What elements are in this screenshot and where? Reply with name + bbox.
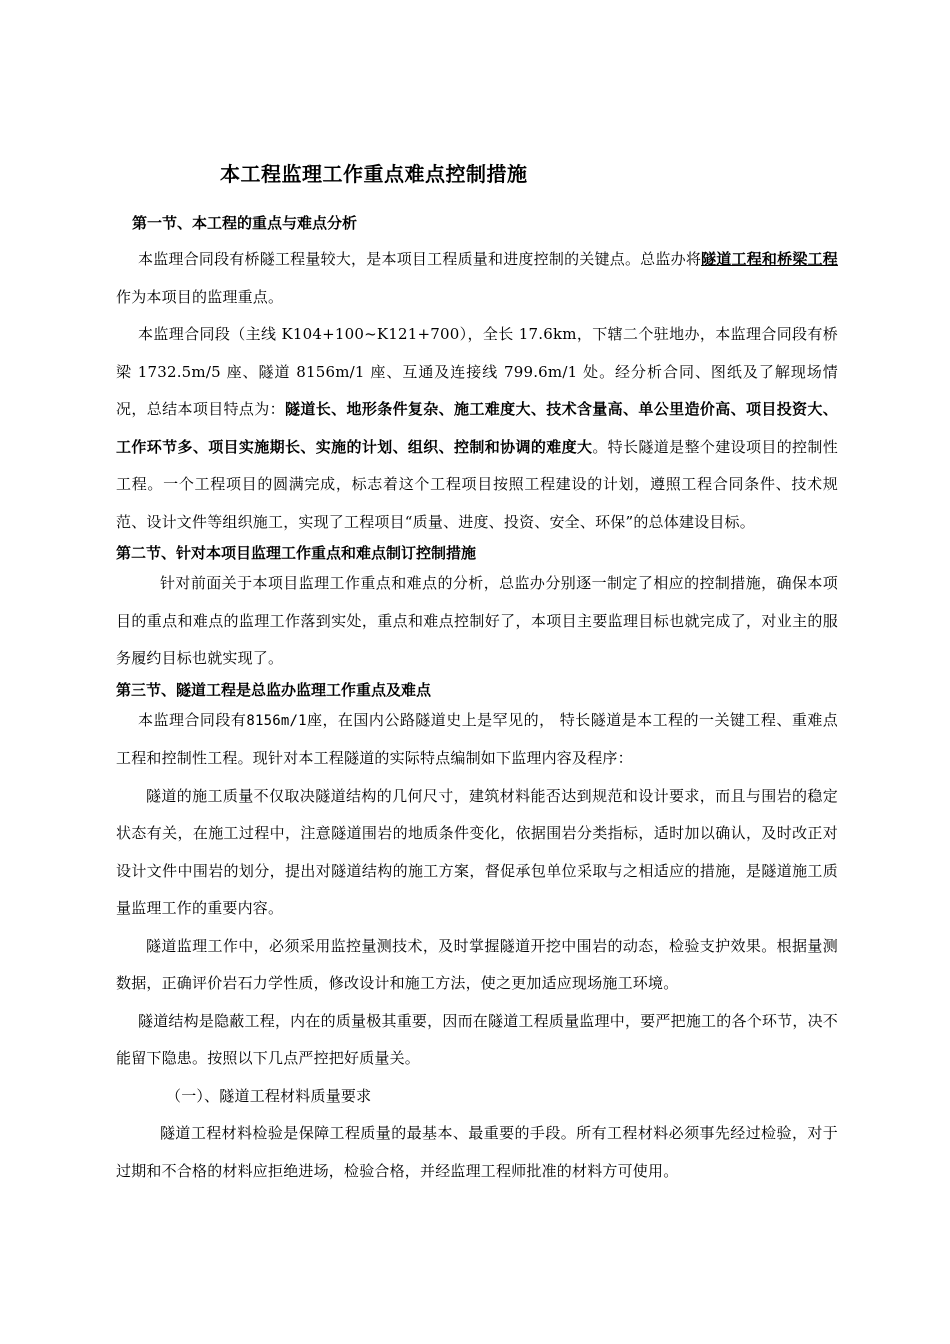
document-body <box>116 211 838 1190</box>
section-1-paragraph-1 <box>116 241 838 316</box>
section-1-heading: 第一节、本工程的重点与难点分析 <box>132 214 358 232</box>
document-title: 本工程监理工作重点难点控制措施 <box>220 162 528 186</box>
section-1-paragraph-2-text-a: 本监理合同段（主线 K104+100~K121+700），全长 17.6km，下辖二个驻地办，本监理合同段有桥梁 1732.5m/5 座、隧道 8156m/1 座、互通及连接线 799.6m/1 处。经分析合同、图纸及了解现场情况，总结本项目特点为： <box>116 325 838 418</box>
section-3-paragraph-2: 隧道的施工质量不仅取决隧道结构的几何尺寸，建筑材料能否达到规范和设计要求，而且与围岩的稳定状态有关，在施工过程中，注意隧道围岩的地质条件变化，依据围岩分类指标，适时加以确认，及时改正对设计文件中围岩的划分，提出对隧道结构的施工方案，督促承包单位采取与之相适应的措施，是隧道施工质量监理工作的重要内容。 <box>116 786 838 917</box>
section-1-paragraph-1-text-b: 作为本项目的监理重点。 <box>116 287 284 306</box>
project-characteristics-emphasis: 隧道长、地形条件复杂、施工难度大、技术含量高、单公里造价高、项目投资大、工作环节多、项目实施期长、实施的计划、组织、控制和协调的难度大 <box>116 400 838 456</box>
section-3-paragraph-1-text-b: 座，在国内公路隧道史上是罕见的， 特长隧道是本工程的一关键工程、重难点工程和控制性工程。现针对本工程隧道的实际特点编制如下监理内容及程序： <box>116 710 838 767</box>
section-3-paragraph-5: 隧道工程材料检验是保障工程质量的最基本、最重要的手段。所有工程材料必须事先经过检验，对于过期和不合格的材料应拒绝进场，检验合格，并经监理工程师批准的材料方可使用。 <box>116 1124 838 1180</box>
section-2-paragraph-1: 针对前面关于本项目监理工作重点和难点的分析，总监办分别逐一制定了相应的控制措施，确保本项目的重点和难点的监理工作落到实处，重点和难点控制好了，本项目主要监理目标也就完成了，对业主的服务履约目标也就实现了。 <box>116 574 838 667</box>
key-focus-emphasis: 隧道工程和桥梁工程 <box>701 250 838 268</box>
section-3-paragraph-1-text-a: 本监理合同段有 <box>138 710 247 729</box>
section-1-paragraph-2 <box>116 316 838 541</box>
tunnel-length-value: 8156m/1 <box>246 712 307 729</box>
section-1-paragraph-2-text-b: 。特长隧道是整个建设项目的控制性工程。一个工程项目的圆满完成，标志着这个工程项目按照工程建设的计划，遵照工程合同条件、技术规范、设计文件等组织施工，实现了工程项目“质量、进度、投资、安全、环保”的总体建设目标。 <box>116 437 838 531</box>
section-3-heading: 第三节、隧道工程是总监办监理工作重点及难点 <box>116 680 432 699</box>
section-3-paragraph-1 <box>116 702 838 778</box>
section-2-heading: 第二节、针对本项目监理工作重点和难点制订控制措施 <box>116 544 477 562</box>
section-1-paragraph-1-text-a: 本监理合同段有桥隧工程量较大，是本项目工程质量和进度控制的关键点。总监办将 <box>138 250 702 268</box>
section-3-paragraph-3: 隧道监理工作中，必须采用监控量测技术，及时掌握隧道开挖中围岩的动态，检验支护效果。根据量测数据，正确评价岩石力学性质，修改设计和施工方法，使之更加适应现场施工环境。 <box>116 936 838 992</box>
section-3-paragraph-4: 隧道结构是隐蔽工程，内在的质量极其重要，因而在隧道工程质量监理中，要严把施工的各个环节，决不能留下隐患。按照以下几点严控把好质量关。 <box>116 1011 838 1067</box>
materials-subheading: （一）、隧道工程材料质量要求 <box>166 1086 372 1105</box>
